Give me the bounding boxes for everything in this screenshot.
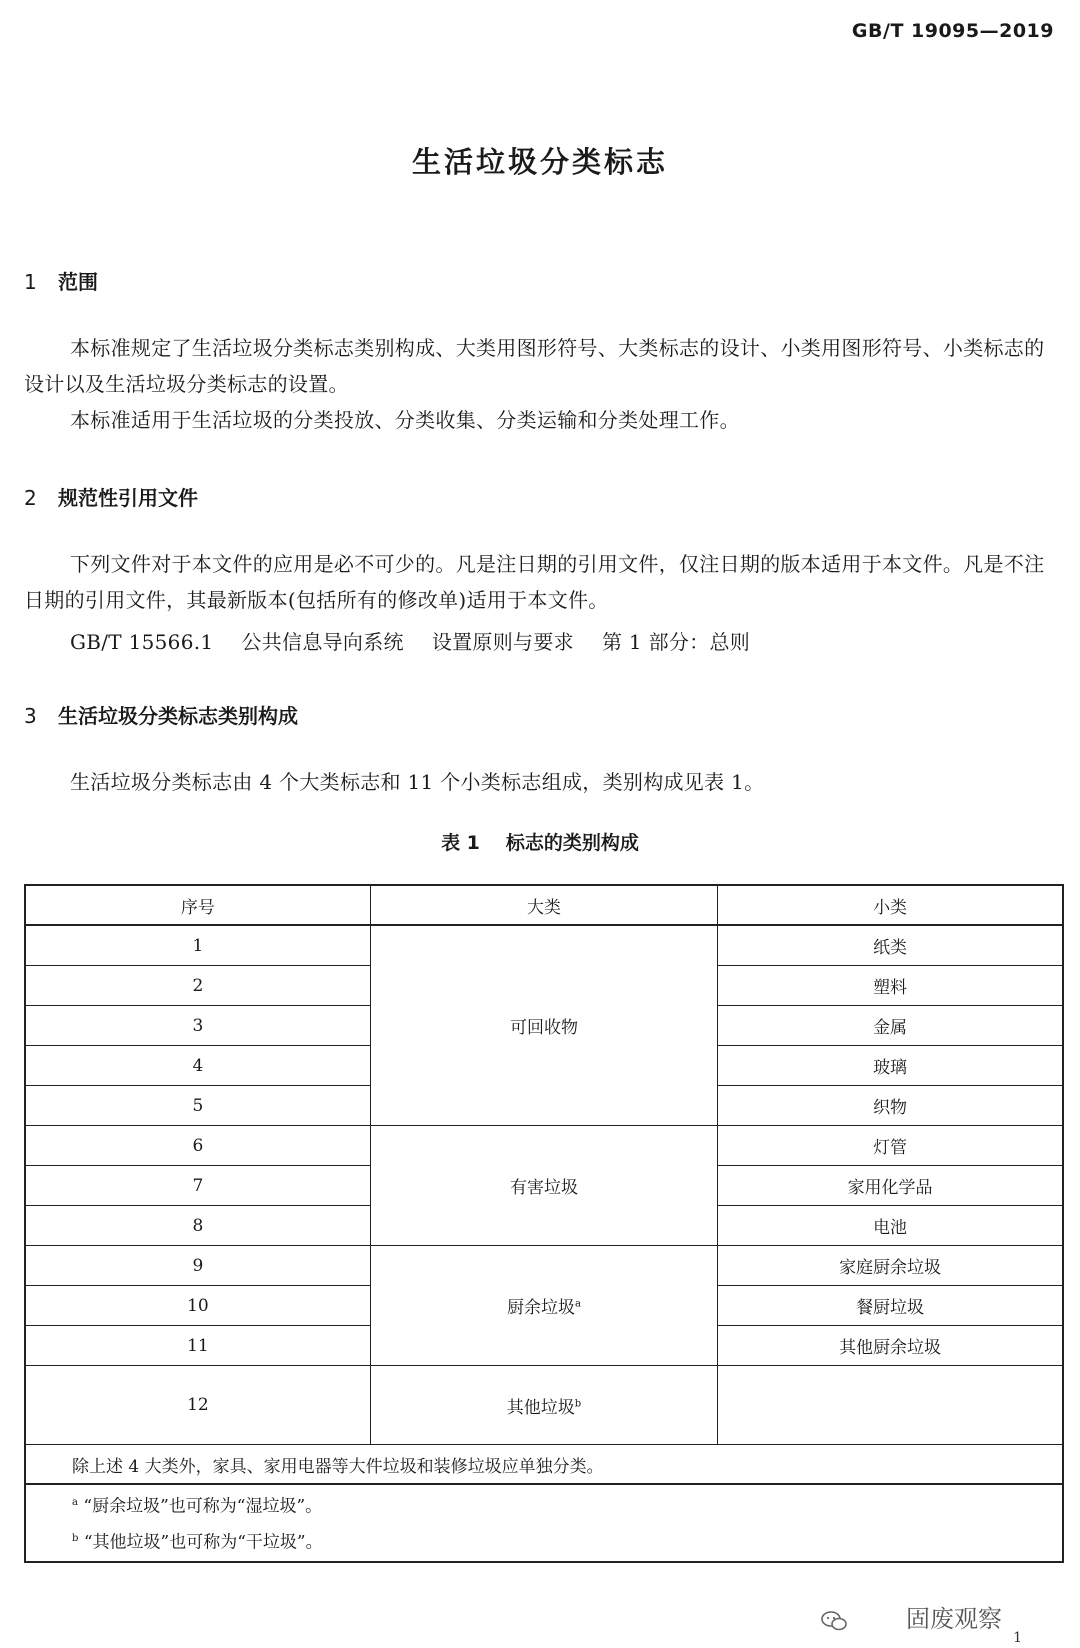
section-number: 2 <box>24 486 37 510</box>
footnote-mark: b <box>72 1533 79 1544</box>
document-title: 生活垃圾分类标志 <box>411 145 668 179</box>
page-number: 1 <box>1013 1630 1022 1646</box>
minor-category-cell: 其他厨余垃圾 <box>718 1326 1063 1366</box>
normative-reference <box>70 626 778 655</box>
category-table <box>24 884 1064 1563</box>
reference-title-part: 公共信息导向系统 <box>241 630 404 654</box>
major-category-cell: 有害垃圾 <box>370 1126 717 1246</box>
minor-category-cell: 家庭厨余垃圾 <box>718 1246 1063 1286</box>
footnote-b <box>72 1523 1062 1559</box>
minor-category-cell: 家用化学品 <box>718 1166 1063 1206</box>
section-3-paragraph-1 <box>24 764 1064 800</box>
minor-category-cell: 纸类 <box>718 925 1063 966</box>
paragraph-text: 生活垃圾分类标志由 4 个大类标志和 11 个小类标志组成，类别构成见表 1。 <box>70 770 765 794</box>
serial-cell: 2 <box>25 966 370 1006</box>
standard-code: GB/T 19095—2019 <box>851 20 1054 42</box>
footnote-mark: b <box>574 1397 582 1409</box>
minor-category-cell: 金属 <box>718 1006 1063 1046</box>
table-row <box>25 1246 1063 1286</box>
minor-category-cell: 灯管 <box>718 1126 1063 1166</box>
footnote-mark: a <box>72 1497 78 1509</box>
major-category-cell <box>370 1366 717 1445</box>
table-caption-text: 标志的类别构成 <box>505 832 639 854</box>
table-footnote-row <box>25 1484 1063 1562</box>
header-serial-number: 序号 <box>25 885 370 925</box>
serial-cell: 12 <box>25 1366 370 1445</box>
major-category-cell <box>370 1246 717 1366</box>
minor-category-cell: 玻璃 <box>718 1046 1063 1086</box>
serial-cell: 4 <box>25 1046 370 1086</box>
table-caption <box>0 828 1080 855</box>
header-minor-category: 小类 <box>718 885 1063 925</box>
section-number: 1 <box>24 270 37 294</box>
paragraph-text: 下列文件对于本文件的应用是必不可少的。凡是注日期的引用文件，仅注日期的版本适用于本文件。凡是不注日期的引用文件，其最新版本(包括所有的修改单)适用于本文件。 <box>24 552 1045 612</box>
serial-cell: 11 <box>25 1326 370 1366</box>
table-number: 表 1 <box>441 832 480 854</box>
section-number: 3 <box>24 704 37 728</box>
section-2-heading <box>24 482 198 511</box>
table-note: 除上述 4 大类外，家具、家用电器等大件垃圾和装修垃圾应单独分类。 <box>25 1445 1063 1485</box>
section-2-paragraph-1 <box>24 546 1064 618</box>
table-note-row <box>25 1445 1063 1485</box>
reference-title-part: 设置原则与要求 <box>431 630 574 654</box>
footnote-a <box>72 1487 1062 1523</box>
section-1-paragraph-2 <box>24 402 1064 438</box>
major-category-text: 其他垃圾 <box>506 1397 575 1418</box>
footnote-text: “厨余垃圾”也可称为“湿垃圾”。 <box>83 1497 323 1517</box>
section-title: 生活垃圾分类标志类别构成 <box>58 704 298 728</box>
section-title: 范围 <box>58 270 98 294</box>
serial-cell: 8 <box>25 1206 370 1246</box>
watermark: 固废观察 <box>906 1605 1002 1633</box>
minor-category-cell <box>718 1366 1063 1445</box>
section-3-heading <box>24 700 298 729</box>
section-1-heading <box>24 266 98 295</box>
table-row <box>25 1366 1063 1445</box>
minor-category-cell: 织物 <box>718 1086 1063 1126</box>
table-row <box>25 1126 1063 1166</box>
serial-cell: 10 <box>25 1286 370 1326</box>
footnote-mark: a <box>575 1298 581 1310</box>
table-footnotes <box>25 1484 1063 1562</box>
minor-category-cell: 餐厨垃圾 <box>718 1286 1063 1326</box>
minor-category-cell: 塑料 <box>718 966 1063 1006</box>
major-category-text: 厨余垃圾 <box>507 1298 575 1318</box>
table-row <box>25 925 1063 966</box>
paragraph-text: 本标准规定了生活垃圾分类标志类别构成、大类用图形符号、大类标志的设计、小类用图形符号、小类标志的设计以及生活垃圾分类标志的设置。 <box>24 336 1045 396</box>
section-1-paragraph-1 <box>24 330 1064 402</box>
major-category-cell: 可回收物 <box>370 925 717 1126</box>
header-major-category: 大类 <box>370 885 717 925</box>
serial-cell: 7 <box>25 1166 370 1206</box>
serial-cell: 9 <box>25 1246 370 1286</box>
table-header-row <box>25 885 1063 925</box>
section-title: 规范性引用文件 <box>58 486 198 510</box>
minor-category-cell: 电池 <box>718 1206 1063 1246</box>
footnote-text: “其他垃圾”也可称为“干垃圾”。 <box>83 1532 323 1553</box>
serial-cell: 6 <box>25 1126 370 1166</box>
serial-cell: 3 <box>25 1006 370 1046</box>
serial-cell: 5 <box>25 1086 370 1126</box>
paragraph-text: 本标准适用于生活垃圾的分类投放、分类收集、分类运输和分类处理工作。 <box>70 408 740 432</box>
wechat-icon <box>820 1610 848 1632</box>
reference-code: GB/T 15566.1 <box>70 630 214 654</box>
reference-title-part: 第 1 部分：总则 <box>601 630 751 654</box>
serial-cell: 1 <box>25 925 370 966</box>
